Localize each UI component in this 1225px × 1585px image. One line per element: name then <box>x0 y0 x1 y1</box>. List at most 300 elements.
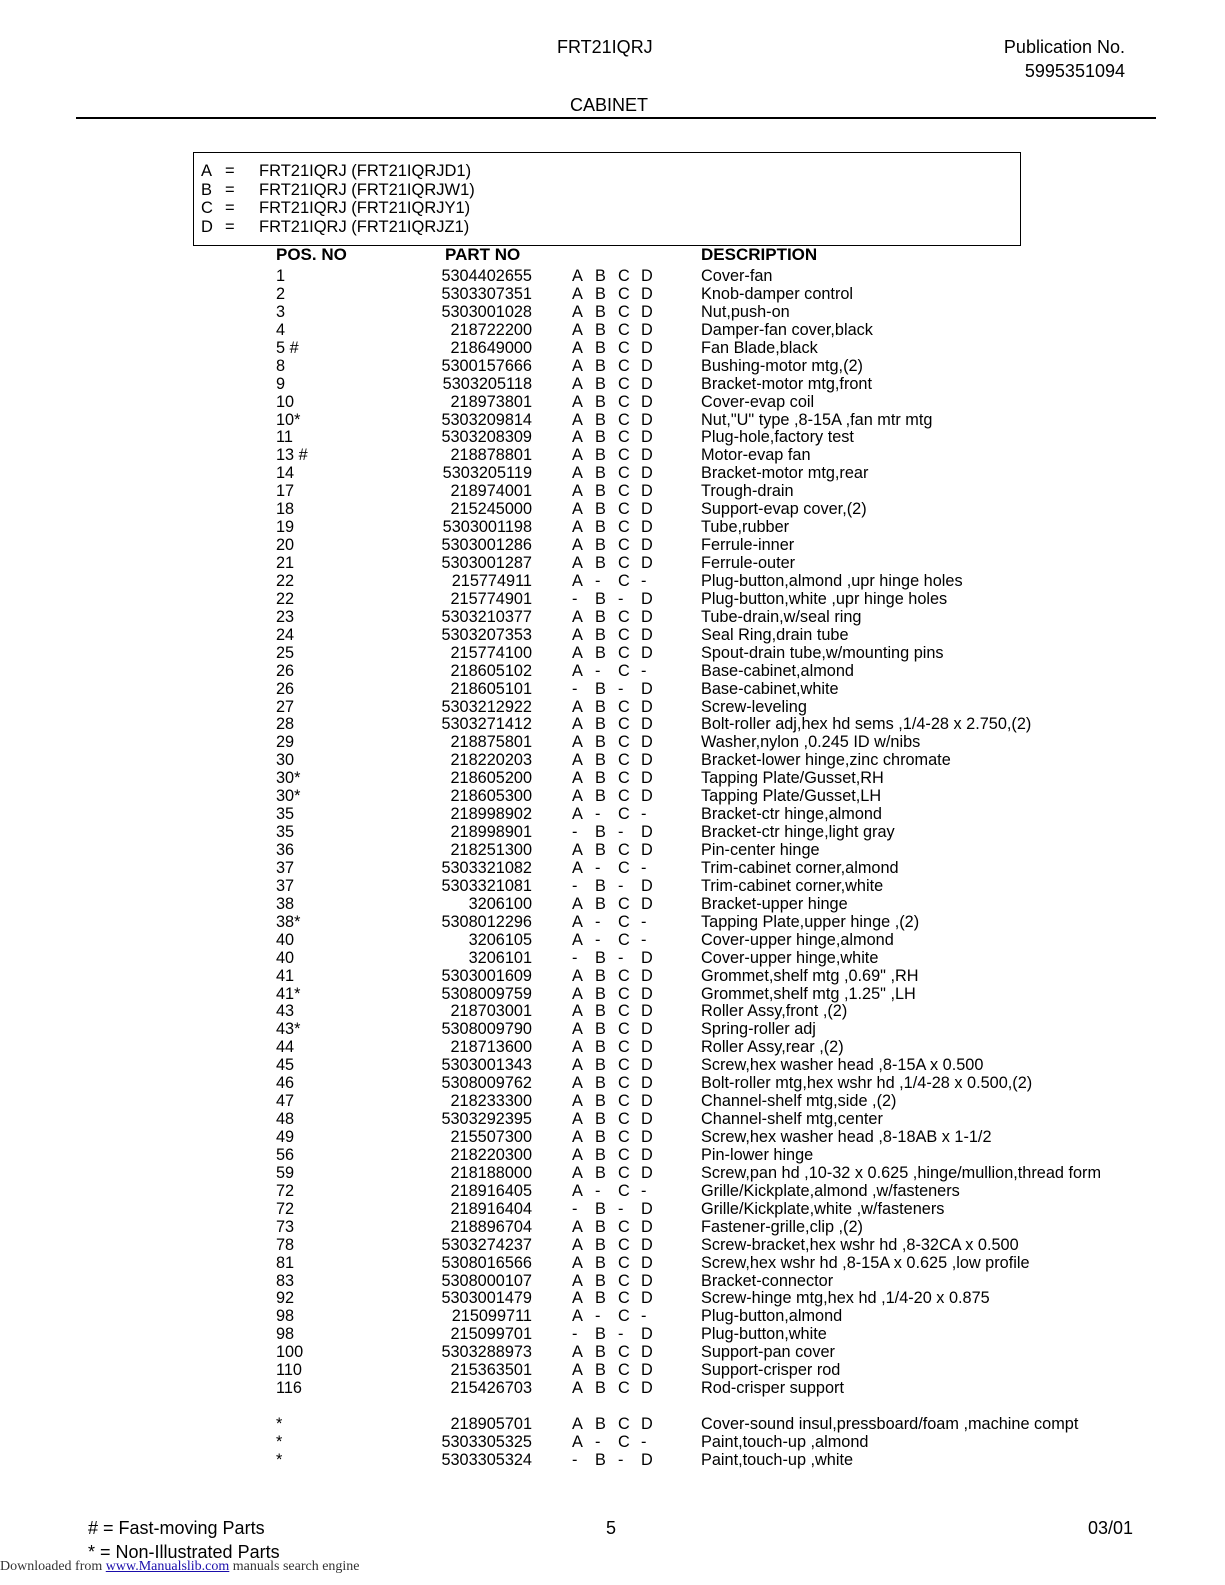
model-number: FRT21IQRJ <box>557 37 653 57</box>
legend-row <box>201 199 475 218</box>
pos-cell: * <box>276 1415 283 1434</box>
variant-flag: B <box>595 1217 606 1236</box>
description-cell: Tube,rubber <box>701 518 790 537</box>
variant-flag: C <box>618 607 630 626</box>
variant-flag: D <box>641 302 653 321</box>
variant-flag: A <box>572 267 583 285</box>
description-cell: Screw-leveling <box>701 697 807 716</box>
variant-flag: A <box>572 1235 583 1254</box>
description-cell: Plug-button,almond ,upr hinge holes <box>701 571 963 590</box>
variant-cell <box>572 896 664 914</box>
part-number-cell: 5308009790 <box>441 1020 532 1039</box>
description-cell: Roller Assy,front ,(2) <box>701 1002 848 1021</box>
table-row <box>0 268 1225 286</box>
variant-flag: A <box>572 410 583 429</box>
variant-cell <box>572 1147 664 1165</box>
table-row <box>0 1165 1225 1183</box>
variant-flag: - <box>618 876 624 895</box>
pos-cell: 26 <box>276 679 295 698</box>
description-cell: Damper-fan cover,black <box>701 320 873 339</box>
part-number-cell: 215507300 <box>450 1128 532 1146</box>
legend-code: D <box>201 217 213 236</box>
table-row <box>0 1380 1225 1398</box>
variant-flag: D <box>641 697 653 716</box>
variant-flag: B <box>595 697 606 716</box>
pos-cell: 40 <box>276 930 295 949</box>
description-cell: Channel-shelf mtg,center <box>701 1110 883 1129</box>
variant-flag: B <box>595 1415 606 1434</box>
description-cell: Bracket-lower hinge,zinc chromate <box>701 751 951 770</box>
pos-cell: 37 <box>276 876 295 895</box>
variant-flag: D <box>641 1163 653 1182</box>
description-cell: Support-crisper rod <box>701 1361 841 1380</box>
description-cell: Bracket-motor mtg,rear <box>701 464 869 483</box>
variant-flag: B <box>595 1271 606 1290</box>
variant-flag: A <box>572 338 583 357</box>
table-row <box>0 950 1225 968</box>
variant-flag: A <box>572 554 583 572</box>
description-cell: Bushing-motor mtg,(2) <box>701 356 863 375</box>
variant-flag: B <box>595 302 606 321</box>
variant-flag: C <box>618 751 630 770</box>
variant-flag: - <box>572 1450 578 1469</box>
pos-cell: 22 <box>276 589 295 608</box>
variant-flag: D <box>641 715 653 734</box>
description-cell: Channel-shelf mtg,side ,(2) <box>701 1092 897 1111</box>
variant-flag: B <box>595 1361 606 1380</box>
variant-flag: - <box>595 1433 601 1451</box>
variant-cell <box>572 716 664 734</box>
variant-flag: A <box>572 1145 583 1164</box>
variant-flag: D <box>641 428 653 447</box>
variant-cell <box>572 1165 664 1183</box>
variant-flag: - <box>618 823 624 842</box>
table-row <box>0 1237 1225 1255</box>
variant-cell <box>572 788 664 806</box>
variant-flag: A <box>572 1379 583 1398</box>
variant-flag: B <box>595 1379 606 1398</box>
description-cell: Screw-bracket,hex wshr hd ,8-32CA x 0.500 <box>701 1235 1019 1254</box>
variant-cell <box>572 376 664 394</box>
table-row <box>0 1416 1225 1434</box>
variant-flag: C <box>618 1433 630 1451</box>
pos-cell: 20 <box>276 536 295 555</box>
variant-flag: C <box>618 320 630 339</box>
table-row <box>0 555 1225 573</box>
variant-flag: D <box>641 607 653 626</box>
part-number-cell: 218220203 <box>450 751 532 770</box>
table-row <box>0 286 1225 304</box>
variant-flag: - <box>641 805 647 824</box>
variant-cell <box>572 1273 664 1291</box>
pos-cell: 98 <box>276 1307 295 1326</box>
pos-cell: 36 <box>276 841 295 859</box>
pos-cell: 56 <box>276 1145 295 1164</box>
description-cell: Bracket-ctr hinge,almond <box>701 805 882 824</box>
variant-flag: - <box>641 571 647 590</box>
variant-flag: - <box>572 823 578 842</box>
footer-non-illustrated-note: * = Non-Illustrated Parts <box>88 1542 280 1562</box>
pos-cell: 8 <box>276 356 286 375</box>
table-row <box>0 322 1225 340</box>
variant-flag: D <box>641 392 653 411</box>
publication-label: Publication No. <box>1003 37 1125 57</box>
variant-flag: D <box>641 589 653 608</box>
variant-flag: B <box>595 984 606 1003</box>
variant-flag: A <box>572 1433 583 1451</box>
watermark-prefix: Downloaded from <box>0 1559 106 1574</box>
part-number-cell: 5308000107 <box>441 1271 532 1290</box>
pos-cell: 73 <box>276 1217 295 1236</box>
description-cell: Paint,touch-up ,white <box>701 1450 854 1469</box>
variant-flag: C <box>618 1145 630 1164</box>
variant-cell <box>572 1380 664 1398</box>
variant-flag: D <box>641 536 653 555</box>
table-row <box>0 483 1225 501</box>
description-cell: Bracket-connector <box>701 1271 834 1290</box>
description-cell: Spring-roller adj <box>701 1020 816 1039</box>
variant-flag: C <box>618 571 630 590</box>
variant-flag: D <box>641 643 653 662</box>
variant-flag: A <box>572 500 583 519</box>
table-row <box>0 1183 1225 1201</box>
part-number-cell: 215774100 <box>450 643 532 662</box>
variant-cell <box>572 537 664 555</box>
variant-cell <box>572 1219 664 1237</box>
pos-cell: 110 <box>276 1361 302 1380</box>
variant-cell <box>572 770 664 788</box>
table-row <box>0 501 1225 519</box>
description-cell: Base-cabinet,almond <box>701 661 854 680</box>
variant-cell <box>572 860 664 878</box>
variant-cell <box>572 663 664 681</box>
variant-flag: A <box>572 320 583 339</box>
variant-flag: C <box>618 643 630 662</box>
variant-flag: - <box>641 1181 647 1200</box>
part-number-cell: 218896704 <box>450 1217 532 1236</box>
table-row <box>0 394 1225 412</box>
variant-cell <box>572 1290 664 1308</box>
pos-cell: 30 <box>276 751 295 770</box>
variant-flag: B <box>595 1343 606 1362</box>
description-cell: Screw,hex washer head ,8-15A x 0.500 <box>701 1056 984 1075</box>
pos-cell: 22 <box>276 571 295 590</box>
pos-cell: 19 <box>276 518 295 537</box>
description-cell: Ferrule-inner <box>701 536 795 555</box>
table-row <box>0 860 1225 878</box>
table-row <box>0 1075 1225 1093</box>
pos-cell: 116 <box>276 1379 302 1398</box>
table-row <box>0 1057 1225 1075</box>
description-cell: Screw,hex wshr hd ,8-15A x 0.625 ,low profile <box>701 1253 1030 1272</box>
variant-flag: - <box>641 912 647 931</box>
part-number-cell: 218998902 <box>450 805 532 824</box>
table-row <box>0 914 1225 932</box>
description-cell: Pin-center hinge <box>701 841 820 859</box>
description-cell: Fastener-grille,clip ,(2) <box>701 1217 863 1236</box>
variant-cell <box>572 519 664 537</box>
pos-cell: 23 <box>276 607 295 626</box>
legend-code: B <box>201 180 213 199</box>
variant-flag: C <box>618 500 630 519</box>
variant-flag: D <box>641 1217 653 1236</box>
table-row <box>0 412 1225 430</box>
pos-cell: 81 <box>276 1253 295 1272</box>
variant-flag: A <box>572 930 583 949</box>
part-number-cell: 215099711 <box>451 1307 532 1326</box>
description-cell: Trim-cabinet corner,almond <box>701 858 899 877</box>
variant-flag: - <box>641 930 647 949</box>
table-row <box>0 932 1225 950</box>
pos-cell: 98 <box>276 1325 295 1344</box>
pos-cell: 40 <box>276 948 295 967</box>
pos-cell: 100 <box>276 1343 304 1362</box>
description-cell: Support-pan cover <box>701 1343 835 1362</box>
variant-flag: A <box>572 1092 583 1111</box>
variant-flag: D <box>641 1343 653 1362</box>
variant-flag: - <box>595 912 601 931</box>
legend-row <box>201 162 475 181</box>
description-cell: Screw,hex washer head ,8-18AB x 1-1/2 <box>701 1128 992 1146</box>
variant-cell <box>572 1255 664 1273</box>
variant-flag: A <box>572 607 583 626</box>
variant-flag: B <box>595 482 606 501</box>
variant-cell <box>572 1111 664 1129</box>
variant-flag: B <box>595 1289 606 1308</box>
variant-flag: A <box>572 984 583 1003</box>
variant-cell <box>572 573 664 591</box>
variant-flag: D <box>641 1415 653 1434</box>
variant-flag: - <box>641 858 647 877</box>
part-number-cell: 5303271412 <box>441 715 532 734</box>
variant-flag: - <box>618 948 624 967</box>
description-cell: Washer,nylon ,0.245 ID w/nibs <box>701 733 921 752</box>
table-row <box>0 627 1225 645</box>
variant-flag: B <box>595 392 606 411</box>
description-cell: Fan Blade,black <box>701 338 818 357</box>
pos-cell: 2 <box>276 284 286 303</box>
variant-flag: B <box>595 446 606 465</box>
variant-flag: B <box>595 1253 606 1272</box>
variant-cell <box>572 645 664 663</box>
variant-cell <box>572 627 664 645</box>
legend-model: FRT21IQRJ (FRT21IQRJW1) <box>259 180 475 199</box>
variant-cell <box>572 286 664 304</box>
variant-cell <box>572 1344 664 1362</box>
variant-flag: D <box>641 1128 653 1146</box>
variant-flag: D <box>641 625 653 644</box>
variant-flag: B <box>595 841 606 859</box>
variant-flag: B <box>595 536 606 555</box>
variant-flag: C <box>618 428 630 447</box>
legend-model: FRT21IQRJ (FRT21IQRJY1) <box>259 199 471 217</box>
description-cell: Grommet,shelf mtg ,0.69" ,RH <box>701 966 919 985</box>
part-number-cell: 218251300 <box>450 841 532 859</box>
variant-flag: D <box>641 948 653 967</box>
variant-flag: D <box>641 356 653 375</box>
pos-cell: 29 <box>276 733 295 752</box>
manualslib-link[interactable]: www.Manualslib.com <box>105 1559 230 1574</box>
variant-legend <box>201 162 475 236</box>
variant-flag: D <box>641 733 653 752</box>
variant-flag: A <box>572 625 583 644</box>
variant-flag: - <box>595 1307 601 1326</box>
variant-flag: - <box>641 661 647 680</box>
description-cell: Plug-button,almond <box>701 1307 843 1326</box>
part-number-cell: 218605200 <box>450 769 532 788</box>
variant-flag: B <box>595 769 606 788</box>
variant-flag: D <box>641 966 653 985</box>
part-number-cell: 5303001287 <box>441 554 532 572</box>
column-header-description: DESCRIPTION <box>701 245 818 264</box>
variant-flag: B <box>595 320 606 339</box>
variant-flag: B <box>595 948 606 967</box>
description-cell: Nut,"U" type ,8-15A ,fan mtr mtg <box>701 410 933 429</box>
pos-cell: * <box>276 1450 283 1469</box>
variant-flag: C <box>618 392 630 411</box>
description-cell: Paint,touch-up ,almond <box>701 1433 869 1451</box>
variant-flag: C <box>618 697 630 716</box>
description-cell: Support-evap cover,(2) <box>701 500 867 519</box>
pos-cell: 18 <box>276 500 295 519</box>
variant-flag: B <box>595 464 606 483</box>
variant-flag: A <box>572 392 583 411</box>
variant-flag: A <box>572 643 583 662</box>
description-cell: Cover-fan <box>701 267 773 285</box>
variant-flag: A <box>572 769 583 788</box>
variant-flag: A <box>572 858 583 877</box>
variant-flag: D <box>641 518 653 537</box>
variant-flag: D <box>641 500 653 519</box>
variant-flag: B <box>595 894 606 913</box>
table-row <box>0 1111 1225 1129</box>
variant-cell <box>572 1452 664 1470</box>
variant-flag: A <box>572 1181 583 1200</box>
variant-flag: - <box>618 589 624 608</box>
variant-flag: B <box>595 733 606 752</box>
description-cell: Screw,pan hd ,10-32 x 0.625 ,hinge/mullion,thread form <box>701 1163 1102 1182</box>
variant-flag: C <box>618 267 630 285</box>
pos-cell: 38* <box>276 912 301 931</box>
variant-flag: D <box>641 1092 653 1111</box>
table-row <box>0 896 1225 914</box>
variant-flag: B <box>595 1145 606 1164</box>
variant-flag: - <box>618 679 624 698</box>
part-number-cell: 3206101 <box>468 948 532 967</box>
part-number-cell: 5304402655 <box>441 267 532 285</box>
part-number-cell: 5308012296 <box>441 912 532 931</box>
description-cell: Tube-drain,w/seal ring <box>701 607 862 626</box>
page-number: 5 <box>606 1518 617 1538</box>
variant-cell <box>572 1075 664 1093</box>
variant-flag: D <box>641 446 653 465</box>
pos-cell: * <box>276 1433 283 1451</box>
pos-cell: 47 <box>276 1092 295 1111</box>
variant-flag: B <box>595 1128 606 1146</box>
variant-flag: C <box>618 1343 630 1362</box>
table-row <box>0 788 1225 806</box>
part-number-cell: 218713600 <box>450 1038 532 1057</box>
header-divider <box>76 117 1156 119</box>
part-number-cell: 5303001609 <box>441 966 532 985</box>
variant-flag: A <box>572 715 583 734</box>
variant-flag: C <box>618 841 630 859</box>
table-row <box>0 1434 1225 1452</box>
pos-cell: 28 <box>276 715 295 734</box>
variant-flag: D <box>641 787 653 806</box>
variant-flag: C <box>618 446 630 465</box>
table-row <box>0 1219 1225 1237</box>
pos-cell: 3 <box>276 302 286 321</box>
variant-cell <box>572 1039 664 1057</box>
table-row <box>0 734 1225 752</box>
pos-cell: 30* <box>276 787 301 806</box>
variant-flag: D <box>641 1110 653 1129</box>
table-row <box>0 573 1225 591</box>
variant-flag: B <box>595 1163 606 1182</box>
pos-cell: 21 <box>276 554 295 572</box>
part-number-cell: 5300157666 <box>441 356 532 375</box>
part-number-cell: 215099701 <box>450 1325 532 1344</box>
variant-flag: D <box>641 320 653 339</box>
variant-flag: B <box>595 823 606 842</box>
part-number-cell: 5303212922 <box>441 697 532 716</box>
pos-cell: 17 <box>276 482 295 501</box>
part-number-cell: 5303205119 <box>442 464 532 483</box>
variant-cell <box>572 1237 664 1255</box>
section-title: CABINET <box>570 95 649 115</box>
variant-flag: C <box>618 1271 630 1290</box>
variant-flag: A <box>572 733 583 752</box>
part-number-cell: 5303292395 <box>441 1110 532 1129</box>
variant-cell <box>572 806 664 824</box>
variant-cell <box>572 1003 664 1021</box>
variant-flag: A <box>572 446 583 465</box>
table-row <box>0 591 1225 609</box>
variant-flag: B <box>595 1325 606 1344</box>
part-number-cell: 218878801 <box>450 446 532 465</box>
variant-flag: B <box>595 410 606 429</box>
table-row <box>0 1362 1225 1380</box>
variant-flag: C <box>618 464 630 483</box>
table-row <box>0 1452 1225 1470</box>
variant-flag: C <box>618 1038 630 1057</box>
variant-flag: D <box>641 1379 653 1398</box>
pos-cell: 27 <box>276 697 295 716</box>
variant-flag: A <box>572 1253 583 1272</box>
pos-cell: 83 <box>276 1271 295 1290</box>
table-row <box>0 681 1225 699</box>
pos-cell: 72 <box>276 1199 295 1218</box>
variant-flag: C <box>618 1128 630 1146</box>
description-cell: Bracket-upper hinge <box>701 894 848 913</box>
part-number-cell: 218998901 <box>450 823 532 842</box>
variant-flag: C <box>618 1110 630 1129</box>
variant-flag: D <box>641 1056 653 1075</box>
variant-flag: C <box>618 1235 630 1254</box>
variant-flag: D <box>641 1253 653 1272</box>
part-number-cell: 218605101 <box>450 679 532 698</box>
variant-flag: D <box>641 984 653 1003</box>
variant-flag: B <box>595 1092 606 1111</box>
part-number-cell: 218974001 <box>450 482 532 501</box>
description-cell: Trim-cabinet corner,white <box>701 876 884 895</box>
variant-flag: A <box>572 536 583 555</box>
variant-flag: A <box>572 1074 583 1093</box>
table-row <box>0 1326 1225 1344</box>
variant-flag: C <box>618 1020 630 1039</box>
variant-flag: D <box>641 1020 653 1039</box>
